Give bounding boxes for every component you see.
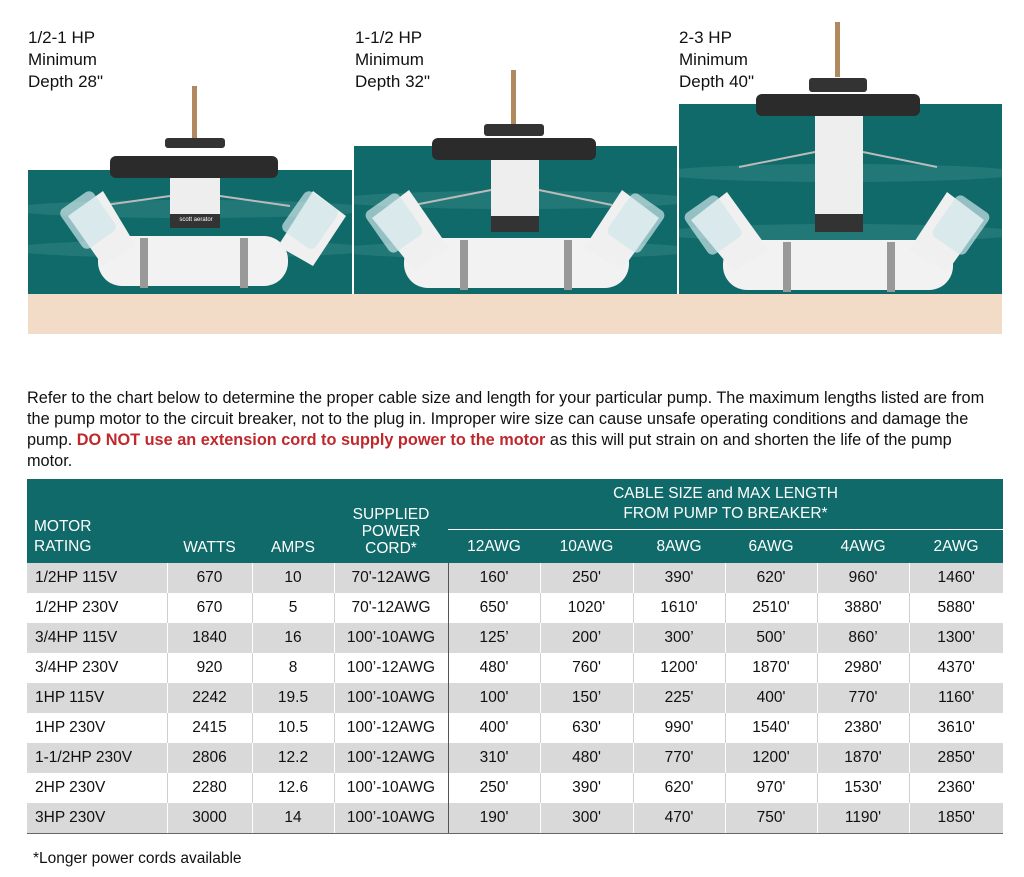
table-cell: 1020' bbox=[540, 593, 633, 623]
table-cell: 100’-12AWG bbox=[334, 743, 448, 773]
table-cell: 250' bbox=[540, 563, 633, 593]
table-cell: 100’-12AWG bbox=[334, 713, 448, 743]
table-cell: 160' bbox=[448, 563, 540, 593]
cable-size-table bbox=[27, 479, 1003, 834]
table-cell: 2806 bbox=[167, 743, 252, 773]
table-cell: 1HP 230V bbox=[27, 713, 167, 743]
table-cell: 300’ bbox=[633, 623, 725, 653]
table-row bbox=[27, 653, 1003, 683]
table-cell: 1200' bbox=[633, 653, 725, 683]
table-cell: 2360' bbox=[909, 773, 1003, 803]
table-cell: 300' bbox=[540, 803, 633, 834]
table-row bbox=[27, 683, 1003, 713]
table-cell: 1840 bbox=[167, 623, 252, 653]
intro-paragraph bbox=[27, 388, 997, 472]
table-body bbox=[27, 563, 1003, 834]
table-cell: 1870' bbox=[817, 743, 909, 773]
table-cell: 390' bbox=[633, 563, 725, 593]
table-cell: 3880' bbox=[817, 593, 909, 623]
intro-text: Refer to the chart below to determine the proper cable size and length for your particular pump. The maximum lengths listed are from the pump motor to the circuit breaker, not to the plug in. Improper wire size can cause unsafe operating conditions and damage the pump. bbox=[27, 389, 985, 450]
table-cell: 620' bbox=[633, 773, 725, 803]
depth-caption-3: 2-3 HP Minimum Depth 40" bbox=[679, 28, 755, 91]
table-cell: 400' bbox=[448, 713, 540, 743]
table-cell: 4370' bbox=[909, 653, 1003, 683]
depth-caption-2: 1-1/2 HP Minimum Depth 32" bbox=[355, 28, 431, 91]
table-cell: 190' bbox=[448, 803, 540, 834]
table-row bbox=[27, 563, 1003, 593]
table-cell: 1/2HP 115V bbox=[27, 563, 167, 593]
table-cell: 100’-10AWG bbox=[334, 623, 448, 653]
table-cell: 650' bbox=[448, 593, 540, 623]
table-cell: 100’-10AWG bbox=[334, 803, 448, 834]
table-cell: 70'-12AWG bbox=[334, 593, 448, 623]
table-cell: 12.6 bbox=[252, 773, 334, 803]
header-12awg: 12AWG bbox=[448, 530, 540, 564]
table-cell: 1-1/2HP 230V bbox=[27, 743, 167, 773]
table-cell: 1200' bbox=[725, 743, 817, 773]
header-supplied-cord: SUPPLIED POWER CORD* bbox=[334, 479, 448, 563]
table-cell: 2380' bbox=[817, 713, 909, 743]
table-cell: 16 bbox=[252, 623, 334, 653]
table-cell: 970' bbox=[725, 773, 817, 803]
aerator-pump-3 bbox=[679, 22, 1002, 294]
header-6awg: 6AWG bbox=[725, 530, 817, 564]
table-cell: 5 bbox=[252, 593, 334, 623]
footnote: *Longer power cords available bbox=[33, 850, 242, 867]
table-cell: 1540' bbox=[725, 713, 817, 743]
table-cell: 2850' bbox=[909, 743, 1003, 773]
table-cell: 390' bbox=[540, 773, 633, 803]
table-cell: 750' bbox=[725, 803, 817, 834]
table-cell: 1/2HP 230V bbox=[27, 593, 167, 623]
header-amps: AMPS bbox=[252, 479, 334, 563]
table-cell: 10.5 bbox=[252, 713, 334, 743]
table-cell: 100’-10AWG bbox=[334, 773, 448, 803]
table-cell: 14 bbox=[252, 803, 334, 834]
table-cell: 8 bbox=[252, 653, 334, 683]
table-cell: 12.2 bbox=[252, 743, 334, 773]
table-cell: 2510' bbox=[725, 593, 817, 623]
table-cell: 2280 bbox=[167, 773, 252, 803]
table-cell: 1870' bbox=[725, 653, 817, 683]
table-cell: 1460' bbox=[909, 563, 1003, 593]
table-cell: 1530' bbox=[817, 773, 909, 803]
header-watts: WATTS bbox=[167, 479, 252, 563]
table-cell: 1160' bbox=[909, 683, 1003, 713]
table-cell: 2HP 230V bbox=[27, 773, 167, 803]
table-cell: 960' bbox=[817, 563, 909, 593]
table-cell: 250' bbox=[448, 773, 540, 803]
header-cable-size-group: CABLE SIZE and MAX LENGTH FROM PUMP TO BREAKER* bbox=[448, 479, 1003, 530]
depth-caption-1: 1/2-1 HP Minimum Depth 28" bbox=[28, 28, 104, 91]
header-2awg: 2AWG bbox=[909, 530, 1003, 564]
table-row bbox=[27, 773, 1003, 803]
table-row bbox=[27, 713, 1003, 743]
table-cell: 2242 bbox=[167, 683, 252, 713]
pond-bottom bbox=[28, 294, 1002, 334]
table-cell: 3/4HP 115V bbox=[27, 623, 167, 653]
table-cell: 3000 bbox=[167, 803, 252, 834]
table-cell: 70'-12AWG bbox=[334, 563, 448, 593]
table-cell: 2415 bbox=[167, 713, 252, 743]
table-cell: 990' bbox=[633, 713, 725, 743]
table-cell: 630' bbox=[540, 713, 633, 743]
table-cell: 225' bbox=[633, 683, 725, 713]
table-cell: 3HP 230V bbox=[27, 803, 167, 834]
header-4awg: 4AWG bbox=[817, 530, 909, 564]
table-cell: 3/4HP 230V bbox=[27, 653, 167, 683]
table-cell: 2980' bbox=[817, 653, 909, 683]
table-cell: 100’-10AWG bbox=[334, 683, 448, 713]
extension-cord-warning: DO NOT use an extension cord to supply power to the motor bbox=[76, 431, 546, 450]
header-8awg: 8AWG bbox=[633, 530, 725, 564]
table-cell: 1190' bbox=[817, 803, 909, 834]
table-cell: 500’ bbox=[725, 623, 817, 653]
table-cell: 400' bbox=[725, 683, 817, 713]
table-cell: 200’ bbox=[540, 623, 633, 653]
aerator-pump-1 bbox=[28, 86, 352, 296]
table-cell: 5880' bbox=[909, 593, 1003, 623]
table-cell: 620' bbox=[725, 563, 817, 593]
table-cell: 1610' bbox=[633, 593, 725, 623]
table-cell: 670 bbox=[167, 563, 252, 593]
table-cell: 760' bbox=[540, 653, 633, 683]
table-cell: 1HP 115V bbox=[27, 683, 167, 713]
table-cell: 920 bbox=[167, 653, 252, 683]
table-cell: 770' bbox=[817, 683, 909, 713]
table-cell: 100’-12AWG bbox=[334, 653, 448, 683]
table-row bbox=[27, 593, 1003, 623]
table-cell: 480' bbox=[448, 653, 540, 683]
table-cell: 10 bbox=[252, 563, 334, 593]
table-row bbox=[27, 623, 1003, 653]
table-cell: 125’ bbox=[448, 623, 540, 653]
table-cell: 1300’ bbox=[909, 623, 1003, 653]
intro-text-end: as this will put strain on and shorten the life of the pump motor. bbox=[27, 431, 952, 471]
table-row bbox=[27, 803, 1003, 834]
table-cell: 860’ bbox=[817, 623, 909, 653]
table-cell: 3610' bbox=[909, 713, 1003, 743]
table-cell: 670 bbox=[167, 593, 252, 623]
table-cell: 150’ bbox=[540, 683, 633, 713]
table-cell: 770' bbox=[633, 743, 725, 773]
header-motor-rating: MOTOR RATING bbox=[27, 479, 167, 563]
header-10awg: 10AWG bbox=[540, 530, 633, 564]
table-cell: 480' bbox=[540, 743, 633, 773]
table-row bbox=[27, 743, 1003, 773]
table-cell: 100' bbox=[448, 683, 540, 713]
table-cell: 470' bbox=[633, 803, 725, 834]
table-cell: 310' bbox=[448, 743, 540, 773]
pump-brand-label: scott aerator bbox=[179, 217, 213, 223]
table-cell: 19.5 bbox=[252, 683, 334, 713]
table-cell: 1850' bbox=[909, 803, 1003, 834]
aerator-pump-2 bbox=[354, 70, 677, 294]
